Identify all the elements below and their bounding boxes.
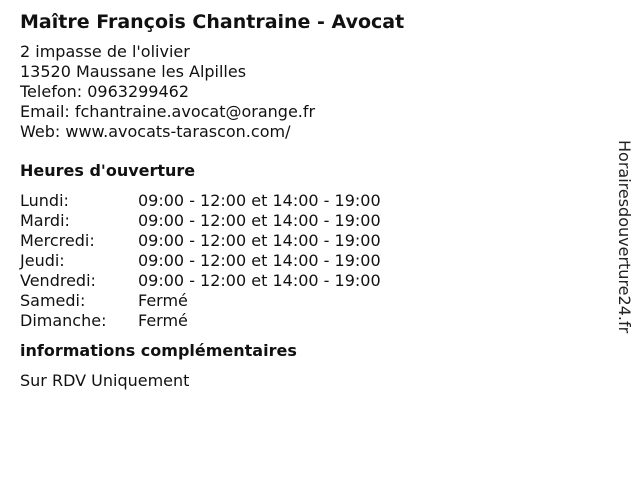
- day-hours: 09:00 - 12:00 et 14:00 - 19:00: [138, 271, 381, 290]
- hours-row-vendredi: [20, 271, 600, 291]
- day-label: Dimanche:: [20, 311, 107, 330]
- day-label: Mercredi:: [20, 231, 95, 250]
- city-address: 13520 Maussane les Alpilles: [20, 62, 247, 81]
- brand-watermark-text: Horairesdouverture24.fr: [615, 140, 634, 334]
- business-card: [20, 10, 600, 391]
- day-hours: Fermé: [138, 311, 188, 330]
- hours-row-dimanche: [20, 311, 600, 331]
- day-hours: Fermé: [138, 291, 188, 310]
- hours-row-mardi: [20, 211, 600, 231]
- day-label: Samedi:: [20, 291, 86, 310]
- hours-row-lundi: [20, 191, 600, 211]
- day-label: Lundi:: [20, 191, 69, 210]
- hours-list: [20, 191, 600, 331]
- business-title: Maître François Chantraine - Avocat: [20, 11, 405, 33]
- email-line: Email: fchantraine.avocat@orange.fr: [20, 102, 316, 121]
- info-heading: informations complémentaires: [20, 341, 297, 360]
- hours-row-mercredi: [20, 231, 600, 251]
- hours-row-jeudi: [20, 251, 600, 271]
- day-label: Jeudi:: [20, 251, 65, 270]
- day-hours: 09:00 - 12:00 et 14:00 - 19:00: [138, 251, 381, 270]
- phone-line: Telefon: 0963299462: [20, 82, 190, 101]
- info-text: Sur RDV Uniquement: [20, 371, 190, 390]
- hours-row-samedi: [20, 291, 600, 311]
- hours-heading: Heures d'ouverture: [20, 161, 196, 180]
- day-hours: 09:00 - 12:00 et 14:00 - 19:00: [138, 211, 381, 230]
- web-line: Web: www.avocats-tarascon.com/: [20, 122, 291, 141]
- contact-block: [20, 42, 600, 142]
- day-label: Vendredi:: [20, 271, 96, 290]
- day-label: Mardi:: [20, 211, 70, 230]
- street-address: 2 impasse de l'olivier: [20, 42, 190, 61]
- day-hours: 09:00 - 12:00 et 14:00 - 19:00: [138, 191, 381, 210]
- day-hours: 09:00 - 12:00 et 14:00 - 19:00: [138, 231, 381, 250]
